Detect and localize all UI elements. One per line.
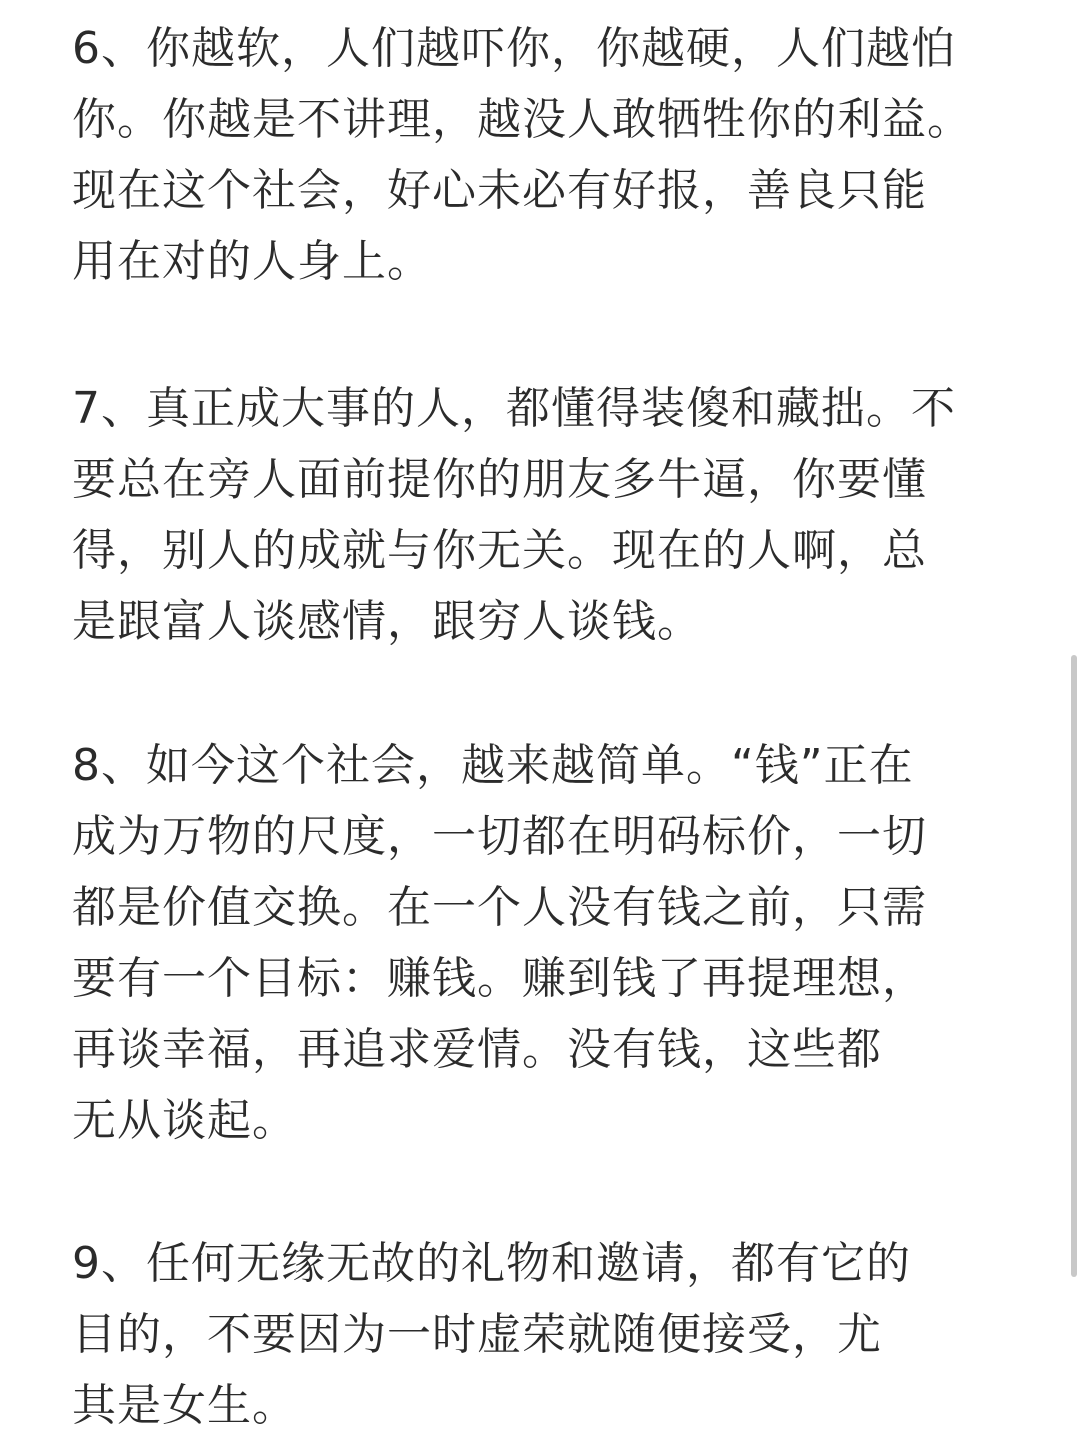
- text-line: 8、如今这个社会，越来越简单。“钱”正在: [72, 740, 914, 791]
- text-line: 再谈幸福，再追求爱情。没有钱，这些都: [72, 1024, 882, 1075]
- text-line: 现在这个社会，好心未必有好报，善良只能: [72, 165, 927, 216]
- text-line: 你。你越是不讲理，越没人敢牺牲你的利益。: [72, 94, 972, 145]
- text-line: 要总在旁人面前提你的朋友多牛逼，你要懂: [72, 454, 927, 505]
- text-line: 得，别人的成就与你无关。现在的人啊，总: [72, 525, 927, 576]
- paragraph-7: [72, 373, 956, 657]
- text-line: 目的，不要因为一时虚荣就随便接受，尤: [72, 1309, 882, 1360]
- text-line: 无从谈起。: [72, 1095, 297, 1146]
- paragraph-6: [72, 13, 972, 297]
- text-line: 用在对的人身上。: [72, 236, 432, 287]
- text-line: 是跟富人谈感情，跟穷人谈钱。: [72, 596, 702, 647]
- text-line: 要有一个目标：赚钱。赚到钱了再提理想，: [72, 953, 927, 1004]
- paragraph-9: [72, 1228, 911, 1441]
- text-line: 6、你越软，人们越吓你，你越硬，人们越怕: [72, 23, 956, 74]
- paragraph-8: [72, 730, 927, 1156]
- text-line: 成为万物的尺度，一切都在明码标价，一切: [72, 811, 927, 862]
- vertical-scrollbar[interactable]: [1066, 0, 1080, 1440]
- text-line: 7、真正成大事的人，都懂得装傻和藏拙。不: [72, 383, 956, 434]
- text-line: 都是价值交换。在一个人没有钱之前，只需: [72, 882, 927, 933]
- text-line: 其是女生。: [72, 1380, 297, 1431]
- scrollbar-thumb[interactable]: [1071, 655, 1077, 1277]
- text-line: 9、任何无缘无故的礼物和邀请，都有它的: [72, 1238, 911, 1289]
